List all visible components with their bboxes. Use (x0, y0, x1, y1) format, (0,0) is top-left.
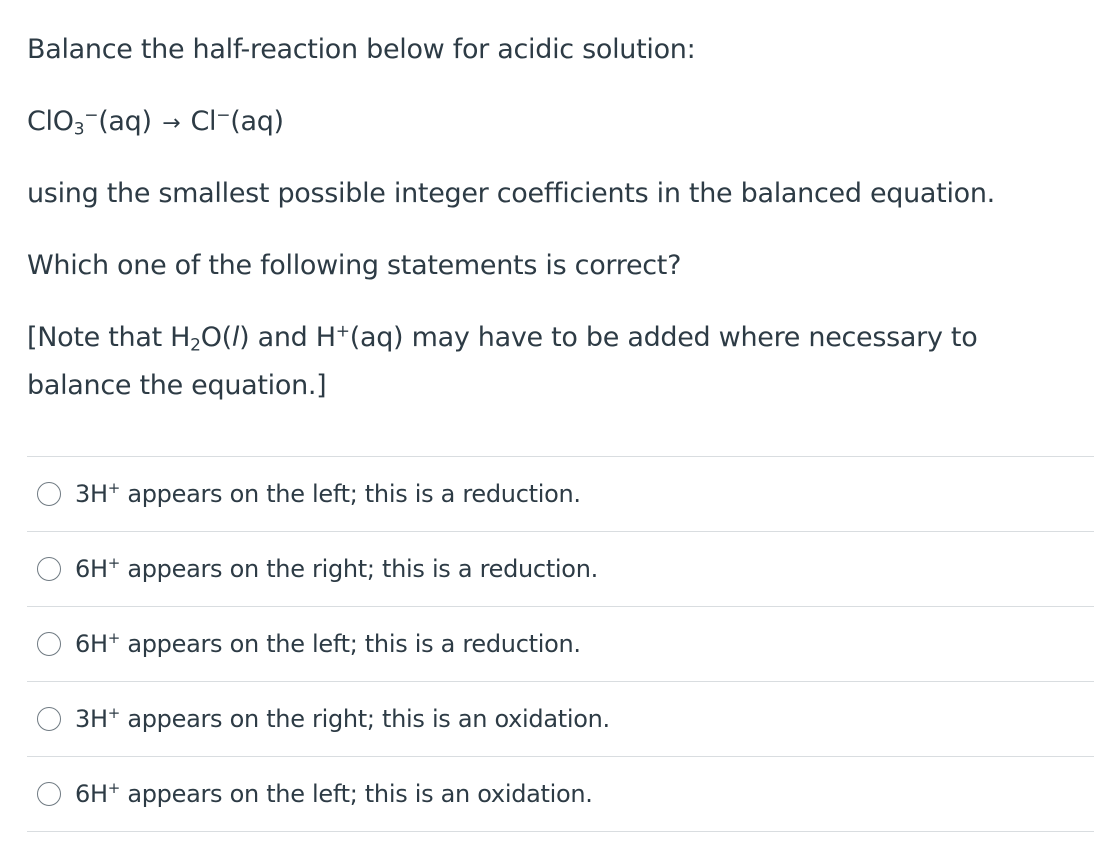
radio-button[interactable] (37, 782, 61, 806)
radio-button[interactable] (37, 632, 61, 656)
radio-button[interactable] (37, 707, 61, 731)
answer-option[interactable] (27, 532, 1094, 607)
question-prompt: Which one of the following statements is correct? (27, 250, 682, 281)
radio-button[interactable] (37, 482, 61, 506)
radio-button[interactable] (37, 557, 61, 581)
product-phase: (aq) (230, 106, 284, 137)
answer-option[interactable] (27, 682, 1094, 757)
product-formula: Cl (190, 106, 217, 137)
question-note (27, 314, 977, 410)
answer-label: 3H+ appears on the right; this is an oxidation. (75, 704, 610, 733)
product-charge: − (216, 105, 231, 126)
answer-option[interactable] (27, 757, 1094, 832)
reaction-arrow: → (162, 111, 181, 136)
answer-label: 6H+ appears on the left; this is a reduction. (75, 629, 581, 658)
answer-option[interactable] (27, 607, 1094, 682)
answer-option[interactable] (27, 457, 1094, 532)
answer-label: 6H+ appears on the right; this is a reduction. (75, 554, 598, 583)
question-intro: Balance the half-reaction below for acidic solution: (27, 34, 696, 65)
note-line-2: balance the equation.] (27, 370, 327, 401)
note-line-1: [Note that $H_2O(l)$ and H+(aq) may have to be added where necessary to (27, 321, 978, 356)
reactant-charge: − (84, 105, 99, 126)
answer-list (27, 456, 1094, 832)
answer-label: 3H+ appears on the left; this is a reduction. (75, 479, 581, 508)
half-reaction-equation (27, 98, 284, 148)
reactant-subscript: 3 (73, 119, 85, 140)
question-instruction: using the smallest possible integer coefficients in the balanced equation. (27, 178, 995, 209)
reactant-formula: ClO (27, 106, 74, 137)
answer-label: 6H+ appears on the left; this is an oxidation. (75, 779, 593, 808)
reactant-phase: (aq) (98, 106, 152, 137)
